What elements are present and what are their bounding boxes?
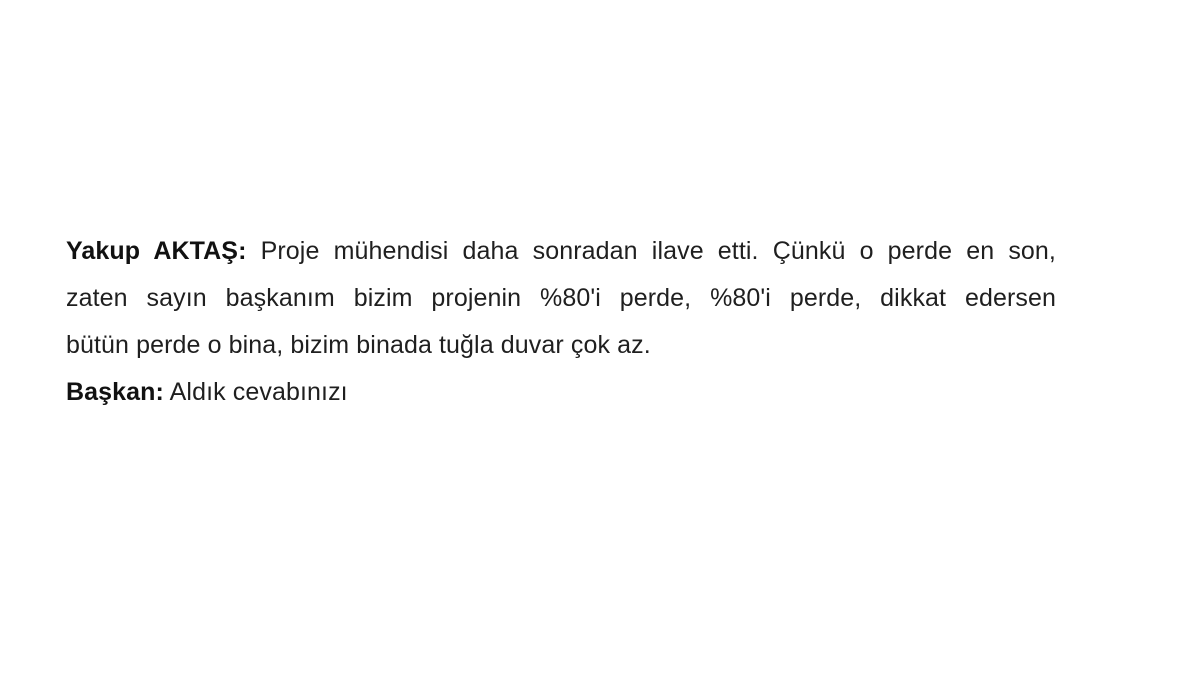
transcript-line-2: zaten sayın başkanım bizim projenin %80'i perde, %80'i perde, dikkat edersen: [66, 284, 1056, 312]
transcript-text-line-1: Proje mühendisi daha sonradan ilave etti. Çünkü o perde en son,: [246, 237, 1056, 265]
speaker-name-baskan: Başkan:: [66, 378, 164, 406]
transcript-block: [66, 228, 1056, 416]
transcript-line-3: bütün perde o bina, bizim binada tuğla duvar çok az.: [66, 331, 651, 359]
transcript-text-line-4: Aldık cevabınızı: [163, 378, 348, 406]
transcript-line-1: [66, 228, 1056, 275]
transcript-line-4: [66, 369, 1056, 416]
speaker-name-yakup-aktas: Yakup AKTAŞ:: [66, 237, 247, 265]
